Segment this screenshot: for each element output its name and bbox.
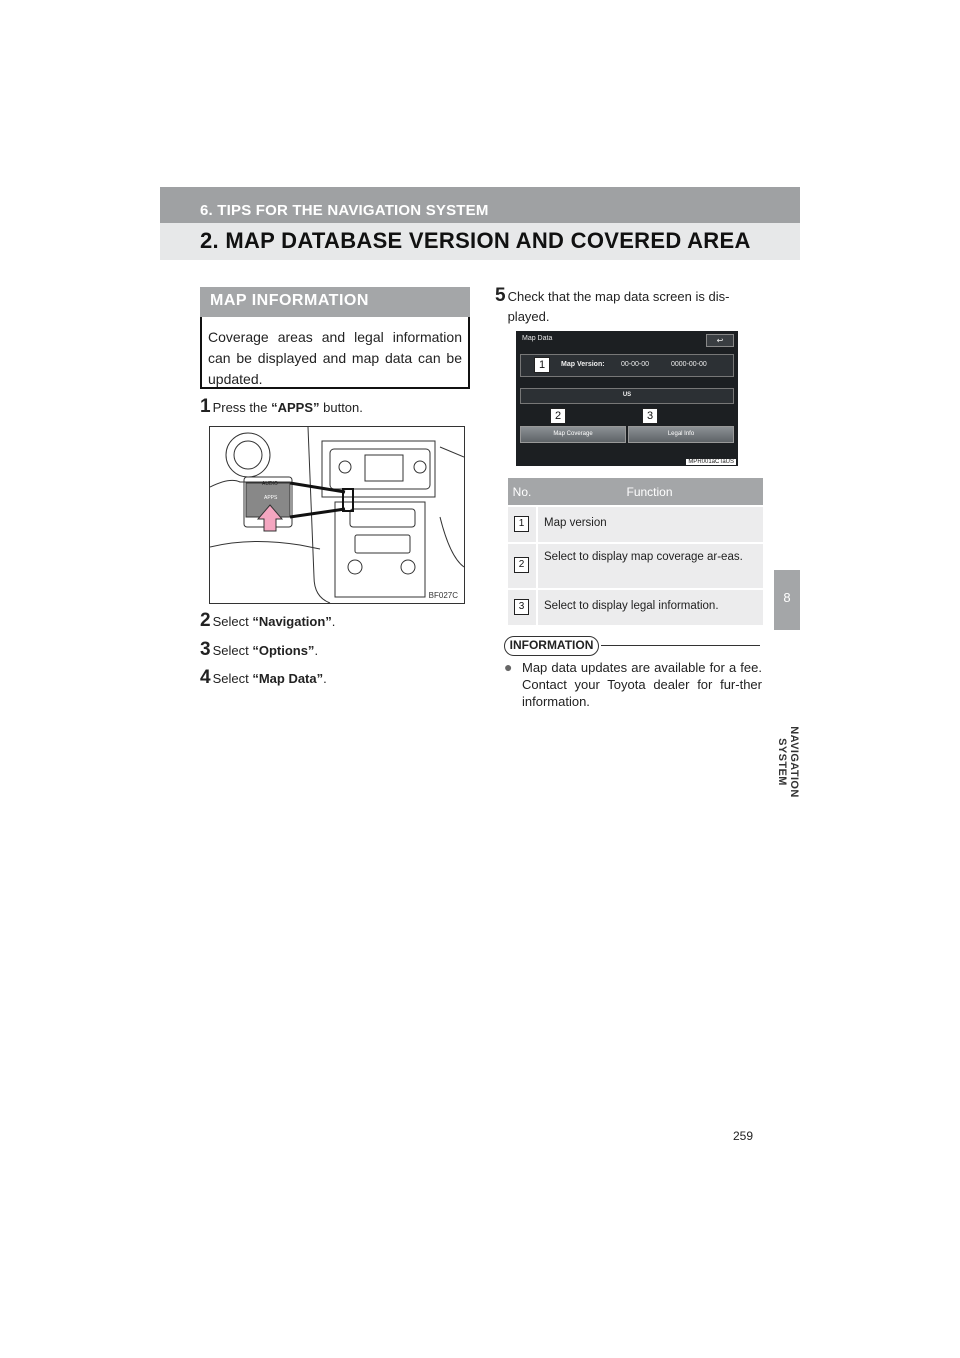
figure-code: BF027C xyxy=(428,591,458,600)
dashboard-illustration xyxy=(209,426,465,604)
row-function: Select to display map coverage ar-eas. xyxy=(544,551,743,563)
apps-button-label: APPS xyxy=(264,495,278,501)
step-text: Select xyxy=(212,643,253,658)
step-text-end: . xyxy=(331,614,336,629)
section-title: 6. TIPS FOR THE NAVIGATION SYSTEM xyxy=(200,202,489,219)
table-row xyxy=(508,588,763,625)
map-version-date: 0000-00-00 xyxy=(671,361,707,368)
step-text-end: button. xyxy=(319,400,363,415)
row-function: Map version xyxy=(544,517,607,529)
step-5 xyxy=(495,285,765,327)
legal-info-button[interactable]: Legal Info xyxy=(628,426,734,443)
step-text: Press the xyxy=(212,400,272,415)
table-row xyxy=(508,505,763,542)
callout-1: 1 xyxy=(534,357,550,373)
step-keyword: “Map Data” xyxy=(252,671,324,686)
map-coverage-button[interactable]: Map Coverage xyxy=(520,426,626,443)
table-header xyxy=(508,478,763,505)
step-number: 5 xyxy=(495,285,505,306)
screen-title: Map Data xyxy=(522,335,553,342)
map-information-box xyxy=(200,317,470,389)
row-number: 1 xyxy=(514,516,529,532)
map-information-body: Coverage areas and legal information can be displayed and map data can be updated. xyxy=(208,329,462,387)
row-function: Select to display legal information. xyxy=(544,600,719,612)
row-number: 2 xyxy=(514,557,529,573)
region-label: US xyxy=(622,392,632,398)
bullet-icon: ● xyxy=(504,659,513,675)
page-number: 259 xyxy=(733,1129,754,1143)
step-text: Select xyxy=(212,614,253,629)
chapter-title: NAVIGATION SYSTEM xyxy=(776,726,800,798)
step-number: 4 xyxy=(200,667,210,688)
map-version-label: Map Version: xyxy=(561,361,605,368)
step-keyword: “Navigation” xyxy=(252,614,332,629)
information-text: Map data updates are available for a fee. Contact your Toyota dealer for fur-ther information. xyxy=(522,660,762,709)
callout-3: 3 xyxy=(642,408,658,424)
callout-2: 2 xyxy=(550,408,566,424)
audio-button-label: AUDIO xyxy=(262,481,278,487)
page-header xyxy=(160,223,800,260)
function-table xyxy=(508,478,763,625)
step-3 xyxy=(200,639,318,661)
step-keyword: “APPS” xyxy=(271,400,320,415)
row-number: 3 xyxy=(514,599,529,615)
step-number: 2 xyxy=(200,610,210,631)
map-version-row xyxy=(520,354,734,377)
step-4 xyxy=(200,667,327,689)
back-icon[interactable]: ↩ xyxy=(706,334,734,347)
step-1 xyxy=(200,396,363,418)
dashboard-drawing xyxy=(210,427,464,603)
column-function: Function xyxy=(626,485,673,499)
information-label: INFORMATION xyxy=(504,636,599,656)
step-text: Check that the map data screen is dis-played. xyxy=(507,289,730,324)
map-data-screen xyxy=(516,331,738,466)
page-title: 2. MAP DATABASE VERSION AND COVERED AREA xyxy=(200,228,751,253)
chapter-number: 8 xyxy=(783,590,791,605)
step-text-end: . xyxy=(314,643,319,658)
step-text-end: . xyxy=(323,671,327,686)
step-number: 1 xyxy=(200,396,210,417)
region-row xyxy=(520,388,734,404)
map-information-heading-text: MAP INFORMATION xyxy=(210,292,369,309)
section-header xyxy=(160,187,800,223)
step-number: 3 xyxy=(200,639,210,660)
screen-code: MPR001aCTaUS xyxy=(688,459,734,465)
step-keyword: “Options” xyxy=(252,643,315,658)
map-version-value: 00-00-00 xyxy=(621,361,650,368)
column-no: No. xyxy=(512,485,532,499)
step-2 xyxy=(200,610,335,632)
information-note xyxy=(504,659,762,710)
step-text: Select xyxy=(212,671,253,686)
table-row xyxy=(508,542,763,588)
chapter-tab xyxy=(774,570,800,630)
map-information-heading xyxy=(200,287,470,317)
